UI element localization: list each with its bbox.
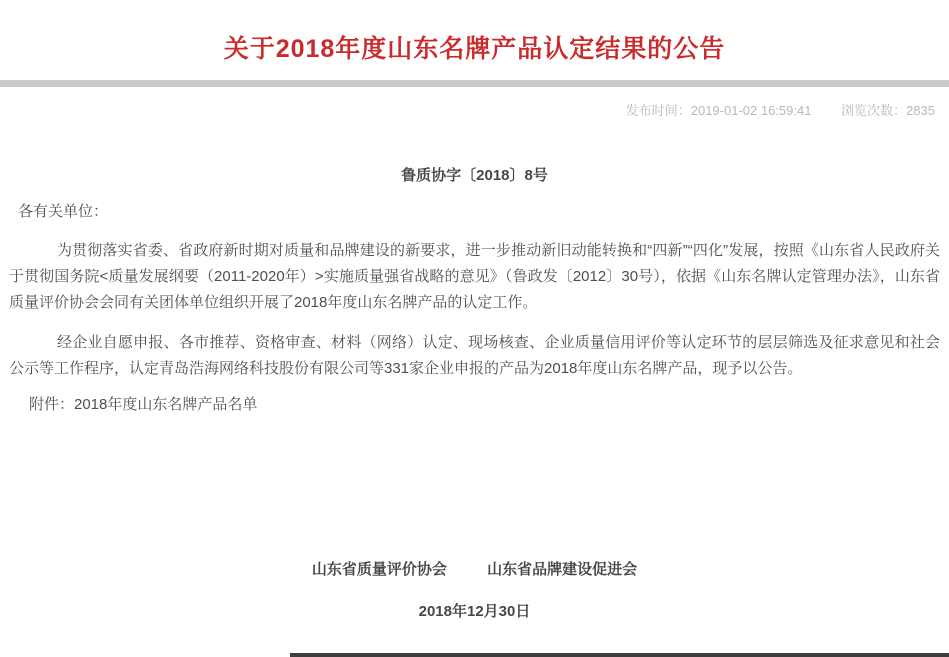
paragraph-2: 经企业自愿申报、各市推荐、资格审查、材料（网络）认定、现场核查、企业质量信用评价等认定环节的层层筛选及征求意见和社会公示等工作程序，认定青岛浩海网络科技股份有限公司等331家企业申报的产品为2018年度山东名牌产品，现予以公告。 (9, 334, 940, 377)
paragraph-1: 为贯彻落实省委、省政府新时期对质量和品牌建设的新要求，进一步推动新旧动能转换和“四新”“四化”发展，按照《山东省人民政府关于贯彻国务院<质量发展纲要（2011-2020年）>实施质量强省战略的意见》（鲁政发〔2012〕30号），依据《山东名牌认定管理办法》，山东省质量评价协会会同有关团体单位组织开展了2018年度山东名牌产品的认定工作。 (9, 242, 940, 311)
signature-line (9, 560, 940, 580)
salutation: 各有关单位： (18, 203, 109, 220)
signature-org-2: 山东省品牌建设促进会 (487, 561, 638, 578)
signature-org-1: 山东省质量评价协会 (311, 561, 447, 578)
bottom-edge-bar (290, 653, 949, 657)
notice-body (0, 202, 949, 622)
announcement-page (0, 32, 949, 657)
page-title: 关于2018年度山东名牌产品认定结果的公告 (223, 35, 726, 63)
publish-time: 发布时间：2019-01-02 16:59:41 (625, 103, 812, 118)
document-number: 鲁质协字〔2018〕8号 (401, 167, 548, 184)
title-divider (0, 80, 949, 87)
view-count: 浏览次数：2835 (841, 103, 935, 118)
attachment-link[interactable]: 附件：2018年度山东名牌产品名单 (29, 396, 258, 413)
notice-date: 2018年12月30日 (418, 603, 531, 620)
meta-line (0, 102, 949, 120)
